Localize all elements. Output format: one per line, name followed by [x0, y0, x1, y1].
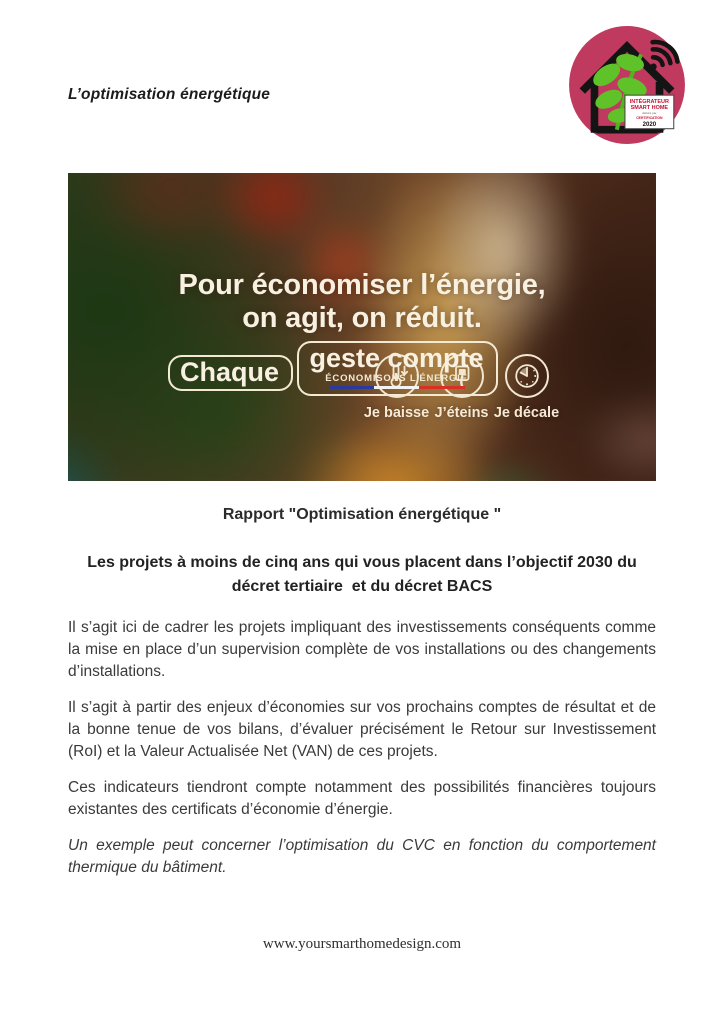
- paragraph-3: Ces indicateurs tiendront compte notamment des possibilités financières toujours existantes des certificats d’économie d’énergie.: [68, 779, 656, 818]
- banner-headline-line2: on agit, on réduit.: [242, 302, 482, 334]
- clock-icon: [505, 354, 549, 398]
- cgc-line2: geste compte: [309, 343, 484, 373]
- badge-line3: délivré par: [642, 110, 657, 115]
- french-flag-bar: [329, 386, 465, 389]
- action-label: J’éteins: [434, 405, 489, 421]
- subtitle-line1: Les projets à moins de cinq ans qui vous placent dans l’objectif 2030 du: [87, 554, 637, 571]
- action-je-decale: [494, 354, 559, 421]
- badge-line5: 2020: [642, 121, 657, 129]
- action-label: Je baisse: [363, 405, 430, 421]
- banner-headline: [68, 269, 656, 335]
- footer-website-url: www.yoursmarthomedesign.com: [262, 936, 462, 952]
- banner-headline-line1: Pour économiser l’énergie,: [178, 269, 546, 301]
- report-title: Rapport "Optimisation énergétique ": [222, 506, 502, 523]
- chaque-geste-compte-logo: [168, 343, 498, 396]
- certification-badge: [625, 95, 674, 129]
- action-label: Je décale: [493, 405, 560, 421]
- badge-line1: INTÉGRATEUR: [629, 98, 669, 105]
- paragraph-1: Il s’agit ici de cadrer les projets impliquant des investissements conséquents comme la mise en place d’un supervision complète de vos installations ou des changements d’installations.: [68, 619, 656, 680]
- report-subtitle: [68, 551, 656, 599]
- badge-line2: SMART HOME: [630, 104, 669, 111]
- campaign-banner-image: [68, 173, 656, 481]
- cgc-line1: Chaque: [168, 355, 293, 391]
- page-title: L’optimisation énergétique: [68, 86, 271, 103]
- document-body: [68, 506, 656, 893]
- subtitle-line2: décret tertiaire et du décret BACS: [231, 578, 493, 595]
- cgc-tagline: ÉCONOMISONS L’ÉNERGIE: [325, 373, 468, 384]
- paragraph-4: Un exemple peut concerner l’optimisation du CVC en fonction du comportement thermique du bâtiment.: [68, 837, 656, 876]
- smart-home-certification-logo: [566, 24, 688, 146]
- cgc-bubble: [297, 341, 497, 396]
- badge-line4: CERTIFICATION: [636, 116, 663, 121]
- paragraph-2: Il s’agit à partir des enjeux d’économies sur vos prochains comptes de résultat et de la bonne tenue de vos bilans, d’évaluer précisément le Retour sur Investissement (RoI) et la Valeur Actualisée Net (VAN) de ces projets.: [68, 699, 656, 760]
